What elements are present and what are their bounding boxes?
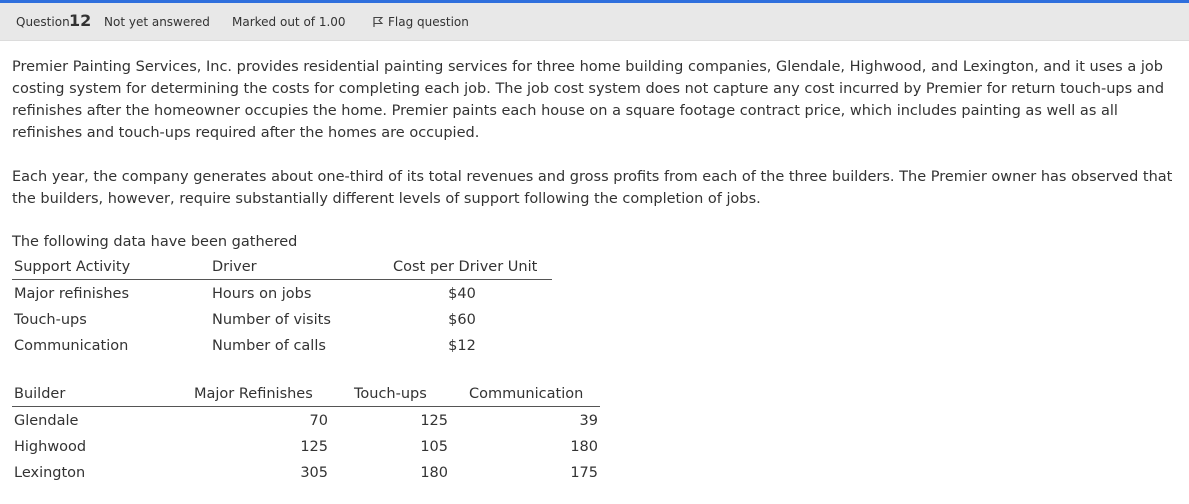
flag-question-label: Flag question [388,15,469,29]
builder-header-rule [12,406,600,407]
flag-icon [372,16,384,28]
flag-question-button[interactable] [372,15,469,29]
table-cell: Touch-ups [14,312,87,328]
table-cell: 180 [570,439,598,455]
activity-header-support: Support Activity [14,259,131,275]
table-cell: 39 [579,413,598,429]
table-cell: 105 [420,439,448,455]
question-status: Not yet answered [104,15,210,29]
table-cell: 70 [309,413,328,429]
activity-header-rule [12,279,552,280]
table-cell: Communication [14,338,129,354]
table-cell: Number of calls [212,338,326,354]
table-cell: 175 [570,465,598,481]
question-number: 12 [69,11,92,30]
question-info-bar [0,3,1189,41]
table-cell: Lexington [14,465,86,481]
table-cell: $12 [448,338,476,354]
table-cell: 180 [420,465,448,481]
builder-header-touchups: Touch-ups [354,386,427,402]
table-cell: Hours on jobs [212,286,312,302]
activity-header-driver: Driver [212,259,257,275]
activity-header-cost: Cost per Driver Unit [393,259,538,275]
intro-paragraph: Premier Painting Services, Inc. provides residential painting services for three home building companies, Glendale, Highwood, and Lexington, and it uses a job costing system for determining the costs for completing each job. The job cost system does not capture any cost incurred by Premier for return touch-ups and refinishes after the homeowner occupies the home. Premier paints each house on a square footage contract price, which includes painting as well as all refinishes and touch-ups required after the homes are occupied. [12,59,1165,141]
table-cell: 305 [300,465,328,481]
builder-header-refinishes: Major Refinishes [194,386,313,402]
builder-header-communication: Communication [469,386,584,402]
table-cell: Highwood [14,439,87,455]
question-label: Question [16,15,70,29]
revenue-paragraph: Each year, the company generates about one-third of its total revenues and gross profits from each of the three builders. The Premier owner has observed that the builders, however, require substantially different levels of support following the completion of jobs. [12,169,1173,207]
table-cell: Major refinishes [14,286,130,302]
table-cell: $40 [448,286,476,302]
question-marks: Marked out of 1.00 [232,15,346,29]
table-cell: 125 [420,413,448,429]
builder-header-builder: Builder [14,386,66,402]
table-cell: Glendale [14,413,79,429]
table-cell: 125 [300,439,328,455]
table-cell: $60 [448,312,476,328]
data-intro-text: The following data have been gathered [12,234,298,250]
table-cell: Number of visits [212,312,331,328]
